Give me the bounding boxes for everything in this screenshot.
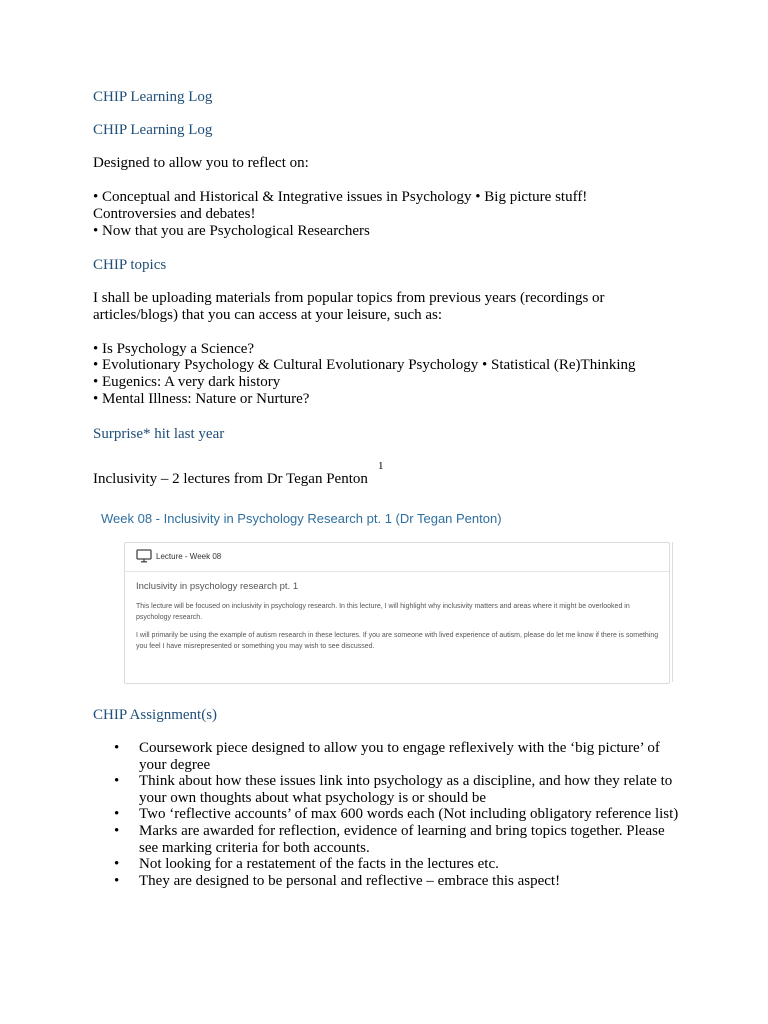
bullet-marker: •	[114, 740, 120, 756]
lecture-card-header	[125, 543, 669, 572]
lecture-link[interactable]: Week 08 - Inclusivity in Psychology Research pt. 1 (Dr Tegan Penton)	[101, 511, 502, 526]
topic-item: • Mental Illness: Nature or Nurture?	[93, 391, 310, 407]
page-title: CHIP Learning Log	[93, 89, 213, 105]
list-item	[114, 740, 684, 773]
list-item-text: Marks are awarded for reflection, evidence of learning and bring topics together. Please see marking criteria for both accounts.	[139, 822, 665, 856]
lecture-card-description: This lecture will be focused on inclusivity in psychology research. In this lecture, I will highlight why inclusivity matters and areas where it might be overlooked in psychology research.	[136, 603, 630, 621]
topics-paragraph: articles/blogs) that you can access at your leisure, such as:	[93, 307, 443, 323]
bullet-marker: •	[114, 773, 120, 790]
topic-item: • Eugenics: A very dark history	[93, 374, 281, 390]
list-item-text: Think about how these issues link into psychology as a discipline, and how they relate to your own thoughts about what psychology is or should be	[139, 773, 673, 806]
lecture-card-divider	[672, 542, 673, 682]
footnote-marker: 1	[378, 460, 384, 472]
bullet-marker: •	[114, 806, 120, 823]
bullet-marker: •	[114, 856, 120, 873]
list-item-text: Not looking for a restatement of the facts in the lectures etc.	[139, 856, 499, 873]
list-item	[114, 806, 684, 823]
section-heading-learning-log: CHIP Learning Log	[93, 122, 213, 138]
assignment-list	[114, 740, 684, 889]
inclusivity-text: Inclusivity – 2 lectures from Dr Tegan Penton	[93, 471, 368, 487]
section-heading-topics: CHIP topics	[93, 257, 167, 273]
section-heading-surprise: Surprise* hit last year	[93, 426, 225, 442]
list-item	[114, 773, 684, 806]
bullet-marker: •	[114, 822, 120, 839]
list-item-text: They are designed to be personal and reflective – embrace this aspect!	[139, 872, 561, 889]
list-item-text: Coursework piece designed to allow you to engage reflexively with the ‘big picture’ of your degree	[139, 740, 660, 773]
intro-bullet-line: Controversies and debates!	[93, 206, 256, 222]
lecture-card[interactable]	[124, 542, 670, 684]
list-item	[114, 856, 684, 873]
topic-item: • Evolutionary Psychology & Cultural Evolutionary Psychology • Statistical (Re)Thinking	[93, 357, 636, 373]
section-heading-assignments: CHIP Assignment(s)	[93, 707, 218, 723]
intro-text: Designed to allow you to reflect on:	[93, 155, 309, 171]
monitor-icon	[136, 549, 152, 563]
list-item-text: Two ‘reflective accounts’ of max 600 words each (Not including obligatory reference list)	[139, 806, 679, 823]
intro-bullet-line: • Conceptual and Historical & Integrative issues in Psychology • Big picture stuff!	[93, 189, 588, 205]
lecture-card-description: I will primarily be using the example of autism research in these lectures. If you are someone with lived experience of autism, please do let me know if there is something you feel I have misrepresented or something you may wish to see discussed.	[136, 632, 659, 650]
intro-bullet-line: • Now that you are Psychological Researchers	[93, 223, 370, 239]
lecture-card-title: Inclusivity in psychology research pt. 1	[136, 581, 299, 592]
bullet-marker: •	[114, 872, 120, 889]
topic-item: • Is Psychology a Science?	[93, 341, 255, 357]
list-item	[114, 823, 684, 856]
topics-paragraph: I shall be uploading materials from popular topics from previous years (recordings or	[93, 290, 605, 306]
lecture-card-label: Lecture - Week 08	[156, 552, 222, 561]
list-item	[114, 873, 684, 890]
